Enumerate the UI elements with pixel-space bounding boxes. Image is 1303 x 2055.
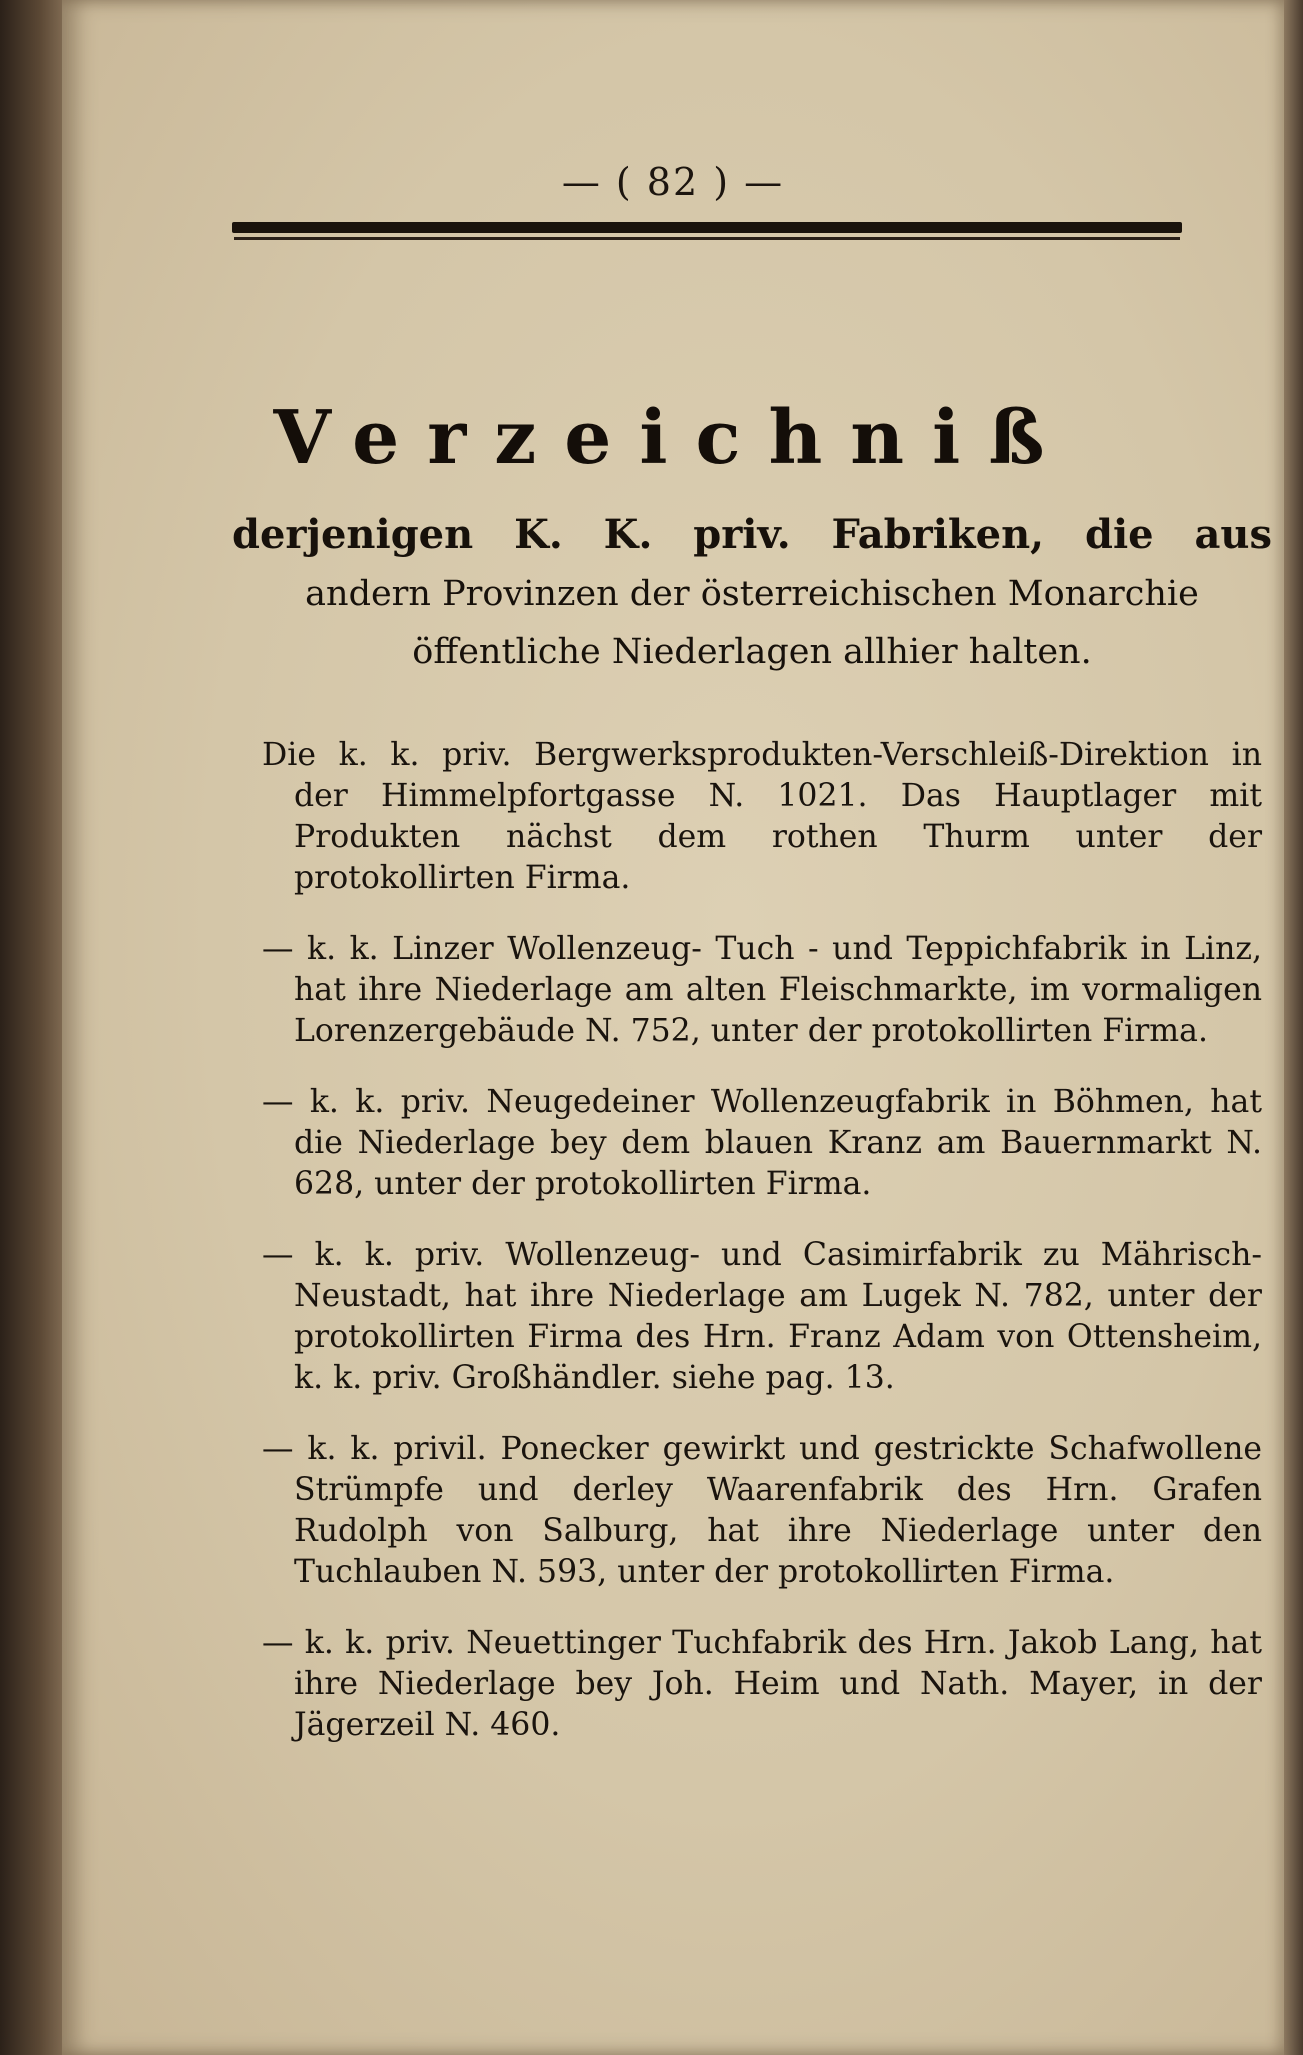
list-item: — k. k. priv. Neugedeiner Wollenzeugfabrik in Böhmen, hat die Niederlage bey dem blauen Kranz am Bauernmarkt N. 628, unter der protokollirten Firma. (262, 1084, 1262, 1202)
entry-list (262, 735, 1262, 1776)
subtitle-line-1: derjenigen K. K. priv. Fabriken, die aus (232, 511, 1272, 558)
list-item: — k. k. priv. Neuettinger Tuchfabrik des Hrn. Jakob Lang, hat ihre Niederlage bey Joh. Heim und Nath. Mayer, in der Jägerzeil N. 460. (262, 1625, 1262, 1743)
list-item: — k. k. Linzer Wollenzeug- Tuch - und Teppichfabrik in Linz, hat ihre Niederlage am alten Fleischmarkte, im vormaligen Lorenzergebäude N. 752, unter der protokollirten Firma. (262, 931, 1262, 1049)
page-number: — ( 82 ) — (561, 160, 785, 204)
page-title: Verzeichniß (273, 395, 1073, 481)
book-page (62, 0, 1284, 2055)
subtitle-block (232, 505, 1272, 681)
subtitle-line-3: öffentliche Niederlagen allhier halten. (412, 632, 1092, 672)
subtitle-line-2: andern Provinzen der österreichischen Monarchie (305, 574, 1199, 614)
header-rule-thick (232, 222, 1182, 233)
list-item: Die k. k. priv. Bergwerksprodukten-Verschleiß-Direktion in der Himmelpfortgasse N. 1021. Das Hauptlager mit Produkten nächst dem rothen Thurm unter der protokollirten Firma. (262, 737, 1262, 896)
list-item: — k. k. privil. Ponecker gewirkt und gestrickte Schafwollene Strümpfe und derley Waarenfabrik des Hrn. Grafen Rudolph von Salburg, hat ihre Niederlage unter den Tuchlauben N. 593, unter der protokollirten Firma. (262, 1431, 1262, 1590)
list-item: — k. k. priv. Wollenzeug- und Casimirfabrik zu Mährisch-Neustadt, hat ihre Niederlage am Lugek N. 782, unter der protokollirten Firma des Hrn. Franz Adam von Ottensheim, k. k. priv. Großhändler. siehe pag. 13. (262, 1237, 1262, 1396)
header-rule-thin (234, 237, 1180, 240)
